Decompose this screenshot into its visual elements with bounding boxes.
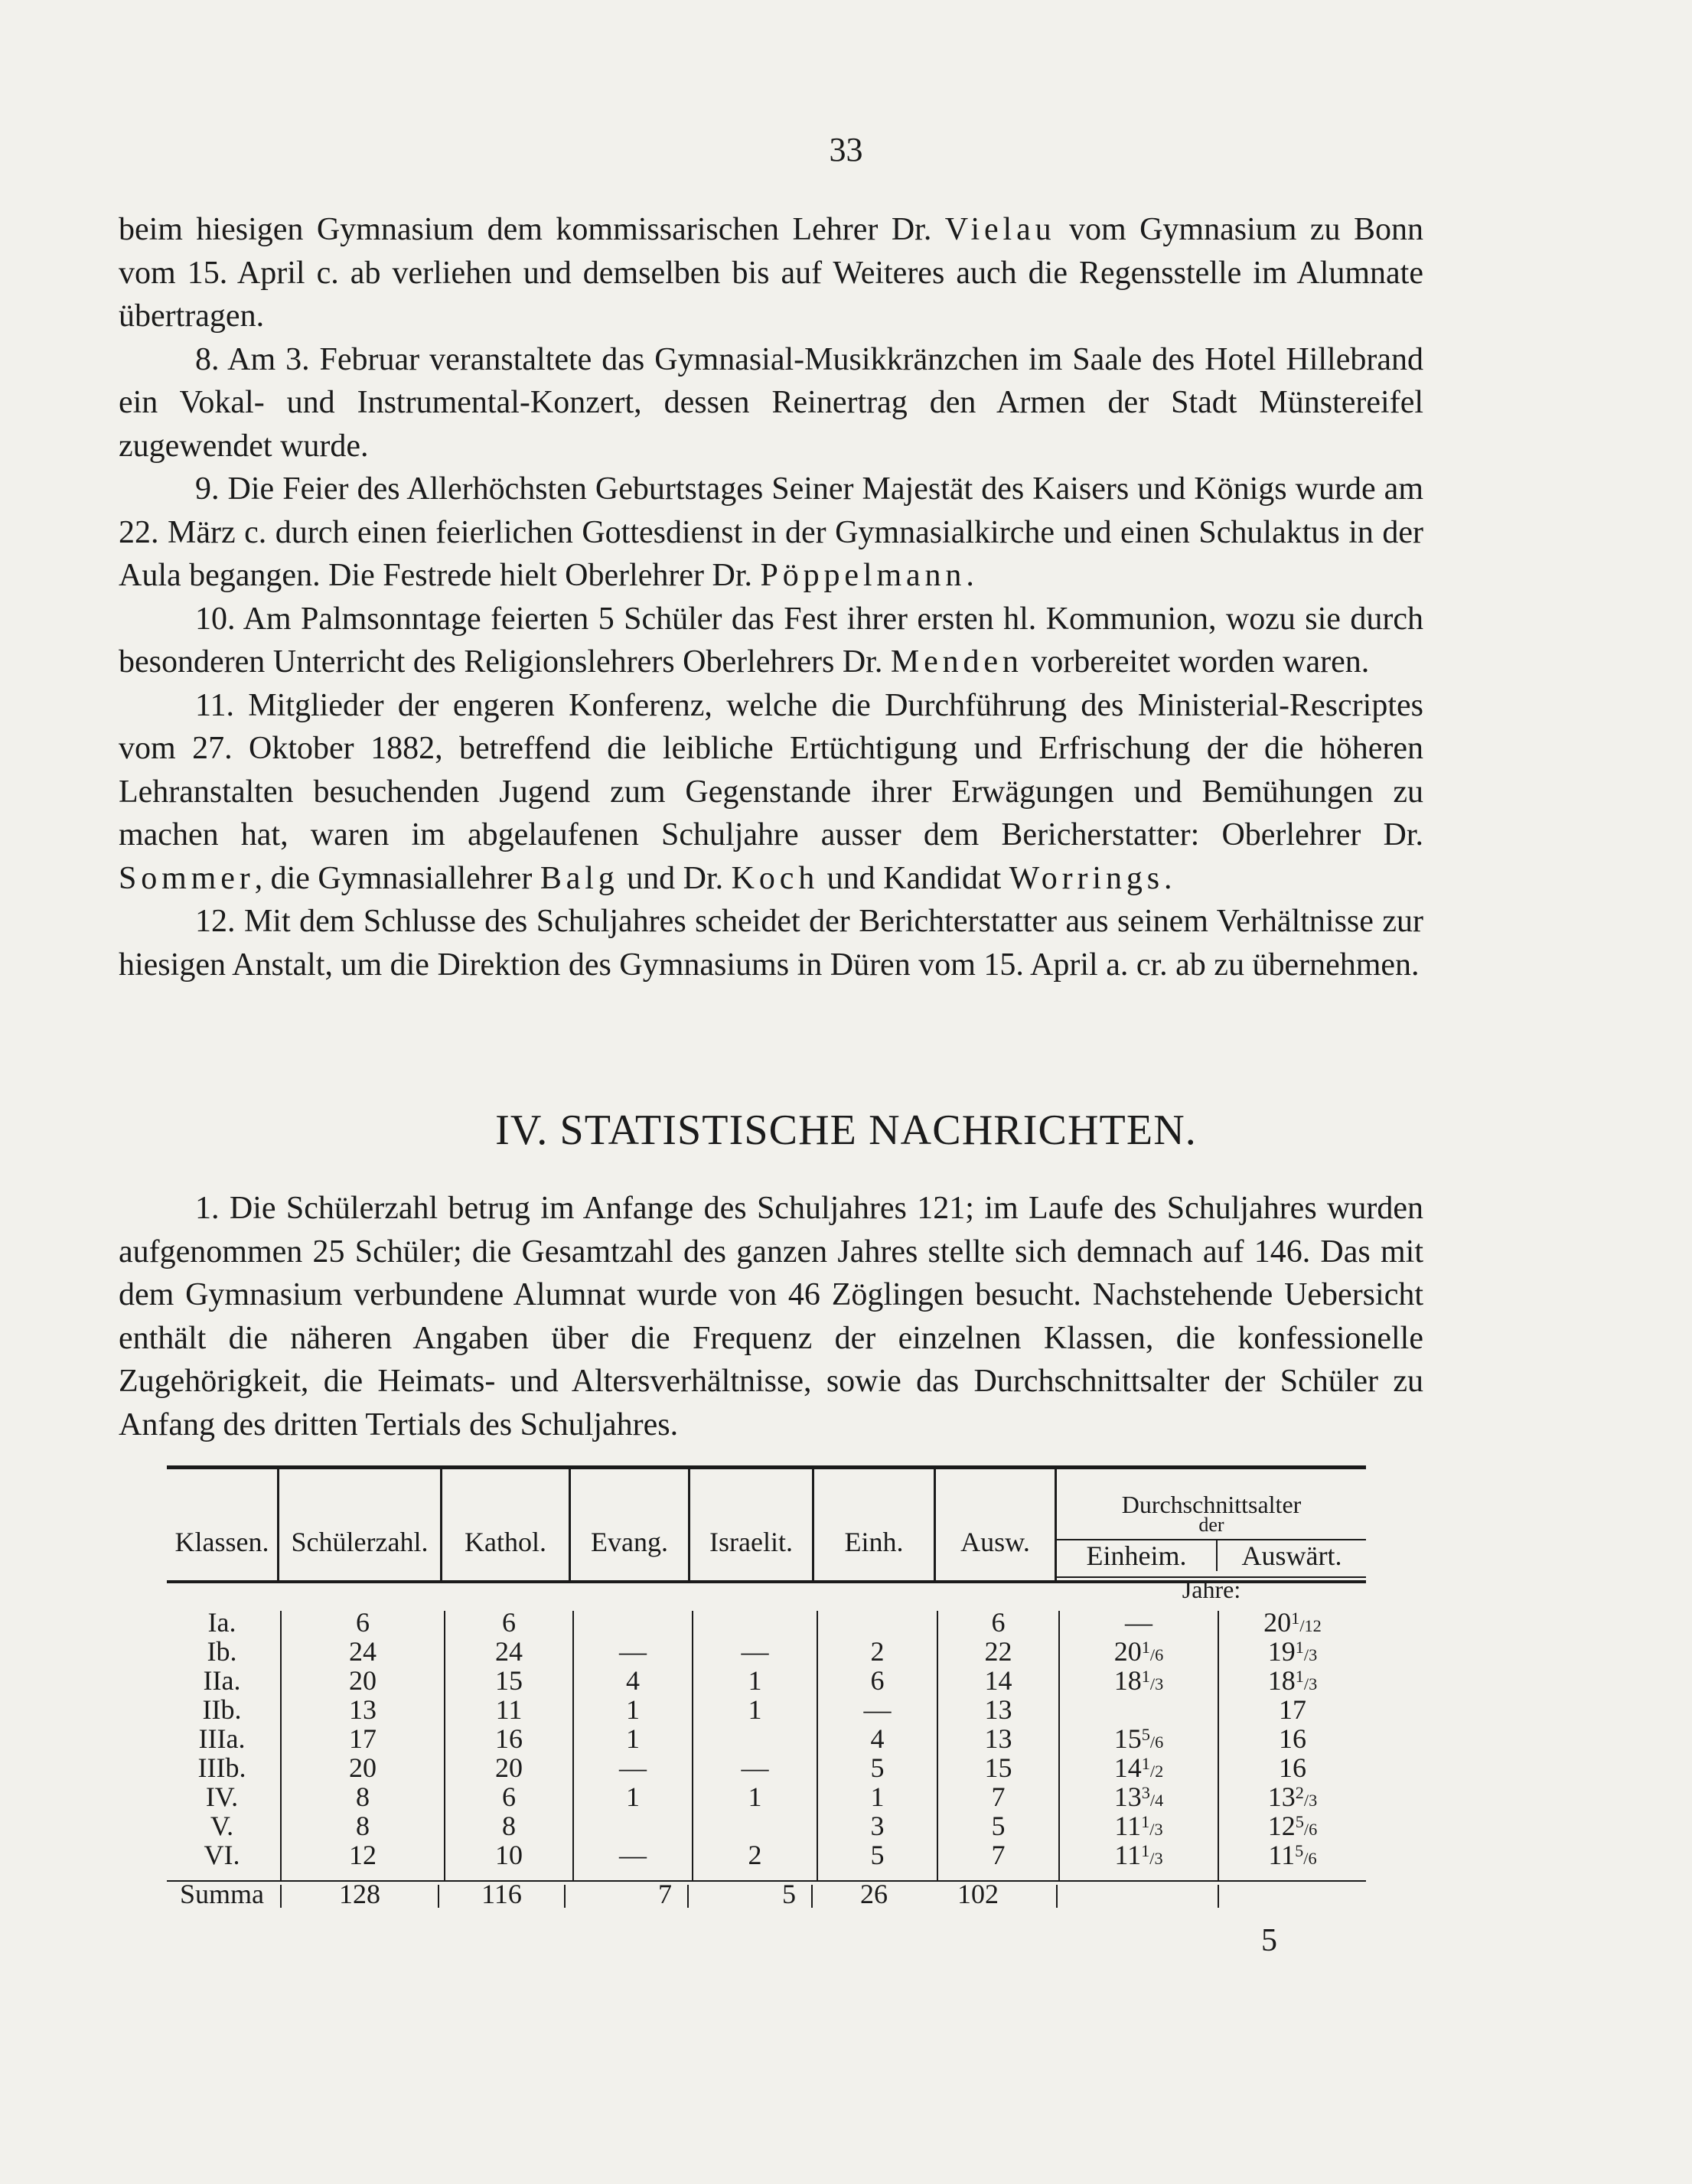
- age-denominator: 12: [1304, 1616, 1322, 1635]
- age-numerator: 1: [1141, 1840, 1150, 1860]
- text-run: beim hiesigen Gymnasium dem kommissarischen Lehrer Dr.: [119, 212, 945, 247]
- cell-klasse: VI.: [204, 1840, 240, 1870]
- age-numerator: 1: [1291, 1608, 1300, 1628]
- cell-schuelerzahl: 13: [349, 1694, 377, 1725]
- text-run: .: [1163, 860, 1172, 896]
- table-row: [167, 1695, 1366, 1724]
- signature-mark: 5: [1261, 1923, 1277, 1958]
- summa-kathol: 116: [481, 1879, 522, 1909]
- text-run: und Kandidat: [819, 860, 1009, 896]
- age-numerator: 5: [1141, 1724, 1150, 1744]
- cell-alter-auswaert: [1219, 1724, 1366, 1753]
- age-numerator: 1: [1141, 1637, 1150, 1657]
- person-name: Pöppelmann: [760, 558, 967, 593]
- cell-evang: 1: [626, 1723, 640, 1754]
- header-israelit: Israelit.: [709, 1527, 793, 1557]
- age-slash: /: [1303, 1645, 1309, 1664]
- cell-ausw: 5: [991, 1811, 1006, 1841]
- header-divider: [688, 1469, 690, 1580]
- cell-schuelerzahl: 20: [349, 1665, 377, 1696]
- text-run: vom Gymnasium zu Bonn vom 15. April c. ab verliehen und demselben bis auf Weiteres auch die Regensstelle im Alumnate übertragen.: [119, 212, 1423, 334]
- header-kathol: Kathol.: [465, 1527, 546, 1557]
- age-slash: /: [1303, 1791, 1309, 1810]
- cell-evang: 1: [626, 1694, 640, 1725]
- header-divider: [934, 1469, 936, 1580]
- age-whole: 19: [1267, 1636, 1296, 1667]
- person-name: Sommer: [119, 860, 255, 896]
- page-number: 33: [829, 131, 863, 168]
- age-whole: 12: [1267, 1811, 1296, 1841]
- paragraph-11: [119, 684, 1423, 901]
- age-denominator: 6: [1155, 1733, 1164, 1752]
- section-heading: IV. STATISTISCHE NACHRICHTEN.: [495, 1107, 1197, 1154]
- header-evang: Evang.: [591, 1527, 668, 1557]
- cell-klasse: Ib.: [207, 1636, 237, 1667]
- age-whole: 16: [1279, 1752, 1306, 1783]
- person-name: Menden: [890, 644, 1023, 680]
- header-ausw: Ausw.: [960, 1527, 1030, 1557]
- cell-klasse: IV.: [205, 1781, 239, 1812]
- cell-alter-auswaert: [1219, 1840, 1366, 1873]
- table-row: [167, 1782, 1366, 1811]
- age-whole: 14: [1113, 1752, 1142, 1783]
- age-denominator: 3: [1309, 1645, 1318, 1664]
- cell-israelit: 1: [748, 1665, 762, 1696]
- cell-israelit: —: [741, 1636, 769, 1667]
- cell-alter-auswaert: [1219, 1753, 1366, 1782]
- age-slash: /: [1149, 1674, 1156, 1693]
- age-denominator: 4: [1155, 1791, 1164, 1810]
- text-run: 9. Die Feier des Allerhöchsten Geburtstages Seiner Majestät des Kaisers und Königs wurde am 22. März c. durch einen feierlichen Gottesdienst in der Gymnasialkirche und einen Schulaktus in der Aula begangen. Die Festrede hielt Oberlehrer Dr.: [119, 471, 1423, 593]
- header-einheim: Einheim.: [1086, 1540, 1187, 1571]
- text-run: .: [966, 558, 974, 593]
- cell-evang: —: [619, 1636, 647, 1667]
- person-name: Vielau: [944, 212, 1056, 247]
- cell-ausw: 7: [991, 1781, 1006, 1812]
- age-numerator: 1: [1295, 1637, 1304, 1657]
- cell-einh: 2: [870, 1636, 885, 1667]
- paragraph-10: [119, 598, 1423, 684]
- summa-einh: 26: [860, 1879, 888, 1909]
- age-denominator: 3: [1155, 1674, 1164, 1693]
- cell-kathol: 6: [502, 1781, 516, 1812]
- summa-schuelerzahl: 128: [339, 1879, 380, 1909]
- age-whole: 11: [1114, 1811, 1142, 1841]
- header-divider: [277, 1469, 279, 1580]
- table-row: [167, 1811, 1366, 1840]
- paragraph-7-continuation: [119, 208, 1423, 338]
- cell-einh: 3: [870, 1811, 885, 1841]
- statistics-paragraph-1: 1. Die Schülerzahl betrug im Anfange des Schuljahres 121; im Laufe des Schuljahres wurden aufgenommen 25 Schüler; die Gesamtzahl des ganzen Jahres stellte sich demnach auf 146. Das mit dem Gymnasium verbundene Alumnat wurde von 46 Zöglingen besucht. Nachstehende Uebersicht enthält die näheren Angaben über die Frequenz der einzelnen Klassen, die konfessionelle Zugehörigkeit, die Heimats- und Altersverhältnisse, sowie das Durchschnittsalter der Schüler zu Anfang des dritten Tertials des Schuljahres.: [119, 1191, 1423, 1442]
- age-slash: /: [1149, 1849, 1155, 1868]
- cell-einh: 5: [870, 1840, 885, 1870]
- cell-evang: —: [619, 1840, 647, 1870]
- text-run: , die Gymnasiallehrer: [254, 860, 540, 896]
- summa-evang: 7: [658, 1879, 672, 1909]
- age-whole: 15: [1113, 1723, 1142, 1754]
- age-numerator: 1: [1141, 1666, 1150, 1686]
- age-denominator: 3: [1154, 1849, 1163, 1868]
- age-denominator: 6: [1308, 1849, 1317, 1868]
- cell-kathol: 15: [495, 1665, 523, 1696]
- cell-einh: —: [863, 1694, 892, 1725]
- age-slash: /: [1149, 1820, 1155, 1839]
- cell-einh: 6: [870, 1665, 885, 1696]
- cell-einh: 4: [870, 1723, 885, 1754]
- cell-schuelerzahl: 20: [349, 1752, 377, 1783]
- summa-row: [167, 1879, 1366, 1909]
- text-run: vorbereitet worden waren.: [1022, 644, 1370, 680]
- cell-alter-einheim: [1060, 1666, 1218, 1699]
- cell-ausw: 14: [984, 1665, 1012, 1696]
- cell-israelit: 1: [748, 1781, 762, 1812]
- header-jahre: Jahre:: [1182, 1576, 1241, 1603]
- summa-ausw: 102: [957, 1879, 999, 1909]
- age-numerator: 2: [1295, 1782, 1304, 1802]
- age-dash: —: [1125, 1607, 1152, 1638]
- age-denominator: 6: [1155, 1645, 1164, 1664]
- cell-klasse: IIIb.: [197, 1752, 246, 1783]
- cell-klasse: IIa.: [203, 1665, 241, 1696]
- table-row: [167, 1724, 1366, 1753]
- age-whole: 11: [1114, 1840, 1142, 1870]
- table-row: [167, 1608, 1366, 1637]
- cell-kathol: 11: [495, 1694, 523, 1725]
- age-numerator: 3: [1141, 1782, 1150, 1802]
- table-row: [167, 1753, 1366, 1782]
- cell-schuelerzahl: 8: [356, 1811, 370, 1841]
- cell-israelit: 2: [748, 1840, 762, 1870]
- summa-label: Summa: [179, 1879, 264, 1909]
- age-whole: 13: [1267, 1781, 1296, 1812]
- cell-klasse: IIb.: [202, 1694, 242, 1725]
- header-auswaert: Auswärt.: [1241, 1540, 1342, 1571]
- person-name: Koch: [731, 860, 820, 896]
- age-denominator: 6: [1309, 1820, 1318, 1839]
- header-divider: [440, 1469, 442, 1580]
- statistics-body: [119, 1187, 1423, 1446]
- header-der: der: [1198, 1514, 1224, 1536]
- age-denominator: 3: [1154, 1820, 1163, 1839]
- cell-ausw: 13: [984, 1723, 1012, 1754]
- age-whole: 13: [1113, 1781, 1142, 1812]
- cell-kathol: 24: [495, 1636, 523, 1667]
- age-numerator: 5: [1295, 1811, 1304, 1831]
- age-whole: 18: [1113, 1665, 1142, 1696]
- person-name: Balg: [540, 860, 619, 896]
- age-whole: 18: [1267, 1665, 1296, 1696]
- cell-evang: 1: [626, 1781, 640, 1812]
- cell-klasse: IIIa.: [198, 1723, 246, 1754]
- cell-evang: 4: [626, 1665, 640, 1696]
- table-row: [167, 1840, 1366, 1869]
- table-top-rule-thin: [167, 1468, 1366, 1469]
- cell-alter-einheim: [1060, 1840, 1218, 1873]
- cell-schuelerzahl: 12: [349, 1840, 377, 1870]
- age-whole: 11: [1268, 1840, 1296, 1870]
- cell-ausw: 6: [991, 1607, 1006, 1638]
- age-denominator: 2: [1155, 1762, 1164, 1781]
- text-run: 10. Am Palmsonntage feierten 5 Schüler das Fest ihrer ersten hl. Kommunion, wozu sie durch besonderen Unterricht des Religionslehrers Oberlehrers Dr.: [119, 601, 1423, 680]
- cell-ausw: 15: [984, 1752, 1012, 1783]
- age-denominator: 3: [1309, 1674, 1318, 1693]
- cell-kathol: 6: [502, 1607, 516, 1638]
- person-name: Worrings: [1009, 860, 1164, 896]
- age-slash: /: [1303, 1820, 1309, 1839]
- age-whole: 17: [1279, 1694, 1306, 1725]
- cell-einh: 1: [870, 1781, 885, 1812]
- paragraph-8: 8. Am 3. Februar veranstaltete das Gymnasial-Musikkränzchen im Saale des Hotel Hillebrand ein Vokal- und Instrumental-Konzert, dessen Reinertrag den Armen der Stadt Münstereifel zugewendet wurde.: [119, 341, 1423, 464]
- cell-israelit: —: [741, 1752, 769, 1783]
- cell-ausw: 13: [984, 1694, 1012, 1725]
- cell-alter-auswaert: [1219, 1695, 1366, 1724]
- age-numerator: 5: [1295, 1840, 1304, 1860]
- cell-evang: —: [619, 1752, 647, 1783]
- header-einh: Einh.: [844, 1527, 904, 1557]
- cell-israelit: 1: [748, 1694, 762, 1725]
- cell-ausw: 22: [984, 1636, 1012, 1667]
- cell-ausw: 7: [991, 1840, 1006, 1870]
- age-numerator: 1: [1295, 1666, 1304, 1686]
- header-klassen: Klassen.: [174, 1527, 269, 1557]
- age-slash: /: [1303, 1674, 1309, 1693]
- age-whole: 16: [1279, 1723, 1306, 1754]
- age-slash: /: [1149, 1791, 1156, 1810]
- cell-kathol: 10: [495, 1840, 523, 1870]
- cell-kathol: 20: [495, 1752, 523, 1783]
- age-whole: 20: [1113, 1636, 1142, 1667]
- age-denominator: 3: [1309, 1791, 1318, 1810]
- cell-schuelerzahl: 6: [356, 1607, 370, 1638]
- table-row: [167, 1666, 1366, 1695]
- summa-israelit: 5: [782, 1879, 796, 1909]
- report-body: [119, 208, 1423, 986]
- header-schuelerzahl: Schülerzahl.: [291, 1527, 429, 1557]
- age-slash: /: [1303, 1849, 1309, 1868]
- cell-schuelerzahl: 17: [349, 1723, 377, 1754]
- age-slash: /: [1299, 1616, 1305, 1635]
- text-run: 11. Mitglieder der engeren Konferenz, welche die Durchführung des Ministerial-Rescriptes vom 27. Oktober 1882, betreffend die leibliche Ertüchtigung und Erfrischung der die höheren Lehranstalten besuchenden Jugend zum Gegenstande ihrer Erwägungen und Bemühungen zu machen hat, waren im abgelaufenen Schuljahre ausser dem Bericherstatter: Oberlehrer Dr.: [119, 687, 1423, 852]
- cell-alter-einheim: [1060, 1608, 1218, 1637]
- header-durchschnittsalter: Durchschnittsalter: [1121, 1491, 1302, 1518]
- cell-klasse: V.: [210, 1811, 234, 1841]
- cell-schuelerzahl: 24: [349, 1636, 377, 1667]
- cell-kathol: 8: [502, 1811, 516, 1841]
- table-row: [167, 1637, 1366, 1666]
- paragraph-9: [119, 468, 1423, 598]
- cell-klasse: Ia.: [207, 1607, 236, 1638]
- header-divider: [812, 1469, 814, 1580]
- age-whole: 20: [1263, 1607, 1292, 1638]
- header-divider: [569, 1469, 571, 1580]
- age-slash: /: [1149, 1645, 1156, 1664]
- statistics-table: [167, 1465, 1366, 1925]
- age-slash: /: [1149, 1733, 1156, 1752]
- text-run: und Dr.: [618, 860, 732, 896]
- cell-schuelerzahl: 8: [356, 1781, 370, 1812]
- age-numerator: 1: [1141, 1753, 1150, 1773]
- cell-kathol: 16: [495, 1723, 523, 1754]
- paragraph-12: 12. Mit dem Schlusse des Schuljahres scheidet der Berichterstatter aus seinem Verhältnisse zur hiesigen Anstalt, um die Direktion des Gymnasiums in Düren vom 15. April a. cr. ab zu übernehmen.: [119, 904, 1423, 983]
- age-slash: /: [1149, 1762, 1156, 1781]
- cell-einh: 5: [870, 1752, 885, 1783]
- age-numerator: 1: [1141, 1811, 1150, 1831]
